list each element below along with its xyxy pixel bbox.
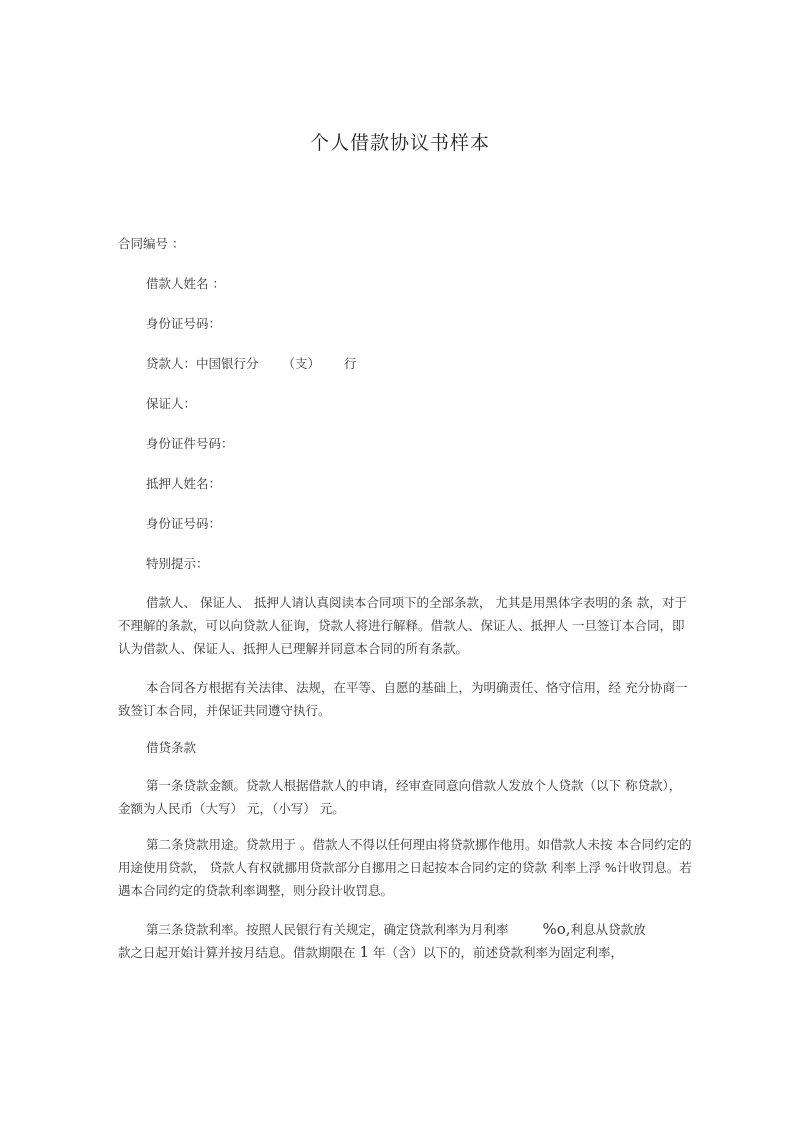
article-2-paragraph — [118, 833, 696, 902]
guarantor-id-label: 身份证件号码： — [146, 436, 234, 451]
guarantor-label: 保证人： — [146, 396, 197, 411]
notice-text: 借款人、 保证人、 抵押人请认真阅读本合同项下的全部条款， 尤其是用黑体字表明的条 款，对于不理解的条款，可以向贷款人征询，贷款人将进行解释。借款人、保证人、抵押人 一旦签订本合同，即认为借款人、保证人、抵押人已理解并同意本合同的所有条款。 — [118, 595, 687, 656]
borrower-id-label: 身份证号码： — [146, 316, 222, 331]
document-title: 个人借款协议书样本 — [309, 132, 490, 154]
article-3-part-1: 第三条贷款利率。按照人民银行有关规定，确定贷款利率为月利率 — [146, 922, 509, 937]
interest-rate-symbol: %o, — [542, 920, 571, 938]
article-3-part-2: 利息从贷款放 — [570, 922, 646, 937]
article-3-line-2-part-2: 年（含）以下的，前述贷款利率为固定利率， — [373, 945, 624, 960]
article-3-paragraph — [118, 918, 696, 964]
article-3-line-2-part-1: 款之日起开始计算并按月结息。借款期限在 — [118, 945, 356, 960]
article-1-line-1: 第一条贷款金额。贷款人根据借款人的申请，经审查同意向借款人发放个人贷款（以下 称贷款）， — [146, 778, 682, 793]
article-1-line-2: 金额为人民币（大写） 元，（小写） 元。 — [118, 801, 345, 816]
lender-branch: （支） — [282, 356, 321, 371]
notice-paragraph — [118, 591, 696, 660]
lender-suffix: 行 — [344, 356, 357, 371]
loan-term-number: 1 — [359, 943, 370, 961]
article-2-text: 第二条贷款用途。贷款用于 。借款人不得以任何理由将贷款挪作他用。如借款人未按 本合同约定的用途使用贷款， 贷款人有权就挪用贷款部分自挪用之日起按本合同约定的贷款 利率上浮 %计收罚息。若遇本合同约定的贷款利率调整，则分段计收罚息。 — [118, 837, 692, 898]
preamble-text: 本合同各方根据有关法律、法规，在平等、自愿的基础上，为明确责任、恪守信用，经 充分协商一致签订本合同，并保证共同遵守执行。 — [118, 680, 688, 718]
article-1-paragraph — [118, 774, 696, 820]
contract-number-label: 合同编号 ： — [118, 236, 185, 251]
lender-line — [146, 354, 357, 372]
preamble-paragraph — [118, 676, 696, 722]
lender-prefix: 贷款人：中国银行分 — [146, 356, 259, 371]
section-heading: 借贷条款 — [146, 740, 197, 755]
borrower-name-label: 借款人姓名 ： — [146, 276, 225, 291]
mortgagor-name-label: 抵押人姓名： — [146, 476, 222, 491]
mortgagor-id-label: 身份证号码： — [146, 516, 222, 531]
notice-label: 特别提示： — [146, 556, 209, 571]
